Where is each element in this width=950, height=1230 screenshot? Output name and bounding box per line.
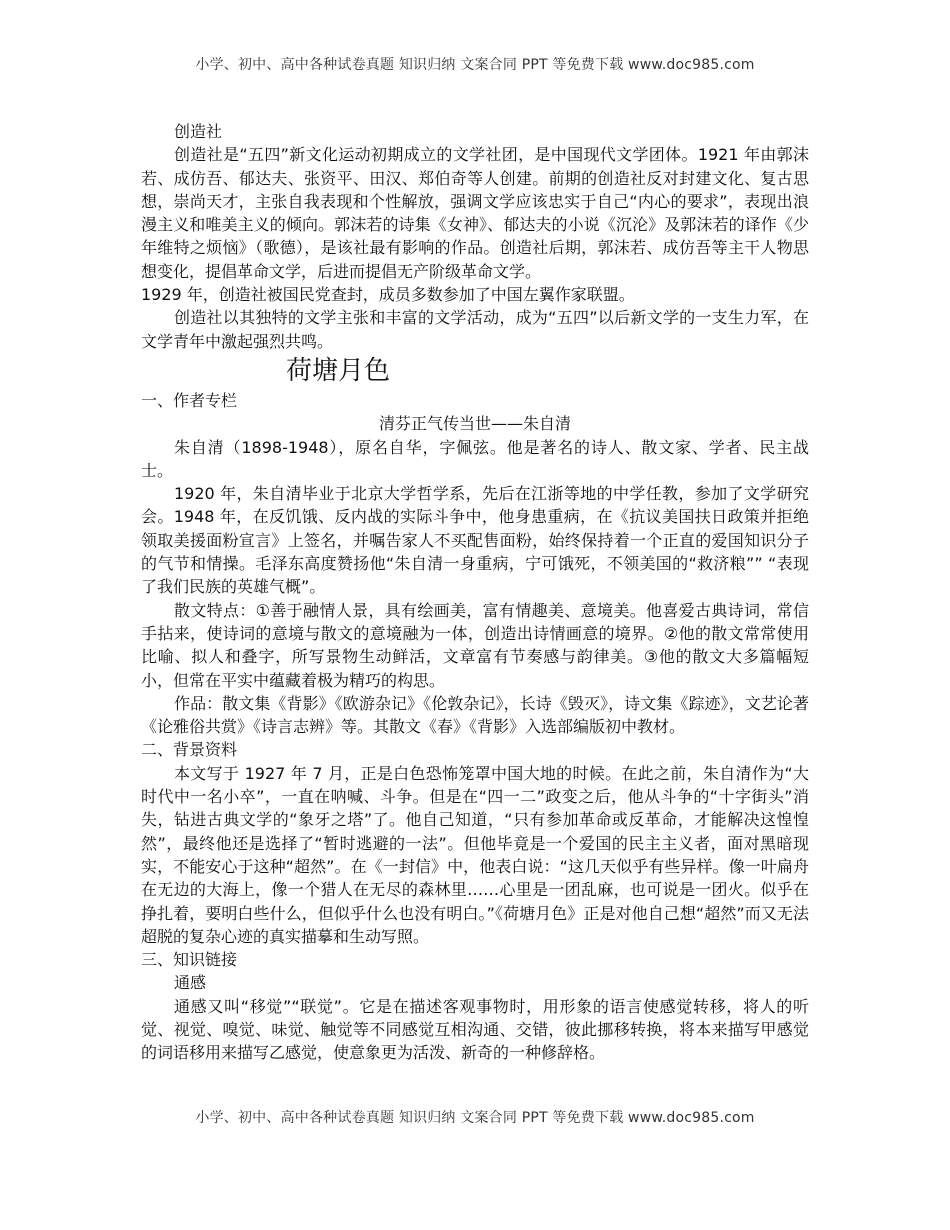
author-paragraph-2: 1920 年，朱自清毕业于北京大学哲学系，先后在江浙等地的中学任教，参加了文学研究会。1948 年，在反饥饿、反内战的实际斗争中，他身患重病，在《抗议美国扶日政策并拒绝领取美援面粉宣言》上签名，并嘱告家人不买配售面粉，始终保持着一个正直的爱国知识分子的气节和情操。毛泽东高度赞扬他“朱自清一身重病，宁可饿死，不领美国的“救济粮”” “表现了我们民族的英雄气概”。	[141, 484, 809, 597]
author-subtitle: 清芬正气传当世——朱自清	[378, 414, 571, 434]
author-paragraph-3: 散文特点：①善于融情人景，具有绘画美，富有情趣美、意境美。他喜爱古典诗词，常信手拈来，使诗词的意境与散文的意境融为一体，创造出诗情画意的境界。②他的散文常常使用比喻、拟人和叠字，所写景物生动鲜活，文章富有节奏感与韵律美。③他的散文大多篇幅短小，但常在平实中蕴藏着极为精巧的构思。	[141, 600, 809, 690]
society-paragraph-2: 1929 年，创造社被国民党查封，成员多数参加了中国左翼作家联盟。	[141, 285, 635, 305]
author-paragraph-4: 作品：散文集《背影》《欧游杂记》《伦敦杂记》，长诗《毁灭》，诗文集《踪迹》，文艺论著《论雅俗共赏》《诗言志辨》等。其散文《春》《背影》入选部编版初中教材。	[141, 693, 809, 737]
society-paragraph-1: 创造社是“五四”新文化运动初期成立的文学社团，是中国现代文学团体。1921 年由郭沫若、成仿吾、郁达夫、张资平、田汉、郑伯奇等人创建。前期的创造社反对封建文化、复古思想，崇尚天才，主张自我表现和个性解放，强调文学应该忠实于自己“内心的要求”，表现出浪漫主义和唯美主义的倾向。郭沫若的诗集《女神》、郁达夫的小说《沉沦》及郭沫若的译作《少年维特之烦恼》（歌德），是该社最有影响的作品。创造社后期，郭沫若、成仿吾等主干人物思想变化，提倡革命文学，后进而提倡无产阶级革命文学。	[141, 145, 809, 281]
section-heading-knowledge: 三、知识链接	[141, 950, 238, 970]
knowledge-heading: 通感	[174, 973, 207, 993]
author-paragraph-1: 朱自清（1898-1948），原名自华，字佩弦。他是著名的诗人、散文家、学者、民主战士。	[141, 437, 809, 480]
section-heading-background: 二、背景资料	[141, 740, 238, 760]
section-heading-author: 一、作者专栏	[141, 390, 238, 410]
article-title: 荷塘月色	[286, 355, 391, 386]
page-header: 小学、初中、高中各种试卷真题 知识归纳 文案合同 PPT 等免费下载 www.doc985.com	[195, 57, 755, 73]
society-paragraph-3: 创造社以其独特的文学主张和丰富的文学活动，成为“五四”以后新文学的一支生力军，在文学青年中激起强烈共鸣。	[141, 308, 809, 351]
knowledge-paragraph-1: 通感又叫“移觉”“联觉”。它是在描述客观事物时，用形象的语言使感觉转移，将人的听觉、视觉、嗅觉、味觉、触觉等不同感觉互相沟通、交错，彼此挪移转换，将本来描写甲感觉的词语移用来描写乙感觉，使意象更为活泼、新奇的一种修辞格。	[141, 996, 809, 1063]
society-heading: 创造社	[174, 122, 223, 141]
document-body	[141, 120, 809, 1065]
page-footer: 小学、初中、高中各种试卷真题 知识归纳 文案合同 PPT 等免费下载 www.doc985.com	[195, 1110, 755, 1126]
background-paragraph-1: 本文写于 1927 年 7 月，正是白色恐怖笼罩中国大地的时候。在此之前，朱自清作为“大时代中一名小卒”，一直在呐喊、斗争。但是在“四一二”政变之后，他从斗争的“十字街头”消失，钻进古典文学的“象牙之塔”了。他自己知道，“只有参加革命或反革命，才能解决这惶惶然”，最终他还是选择了“暂时逃避的一法”。但他毕竟是一个爱国的民主主义者，面对黑暗现实，不能安心于这种“超然”。在《一封信》中，他表白说：“这几天似乎有些异样。像一叶扁舟在无边的大海上，像一个猎人在无尽的森林里……心里是一团乱麻，也可说是一团火。似乎在挣扎着，要明白些什么，但似乎什么也没有明白。”《荷塘月色》正是对他自己想“超然”而又无法超脱的复杂心迹的真实描摹和生动写照。	[141, 763, 809, 946]
